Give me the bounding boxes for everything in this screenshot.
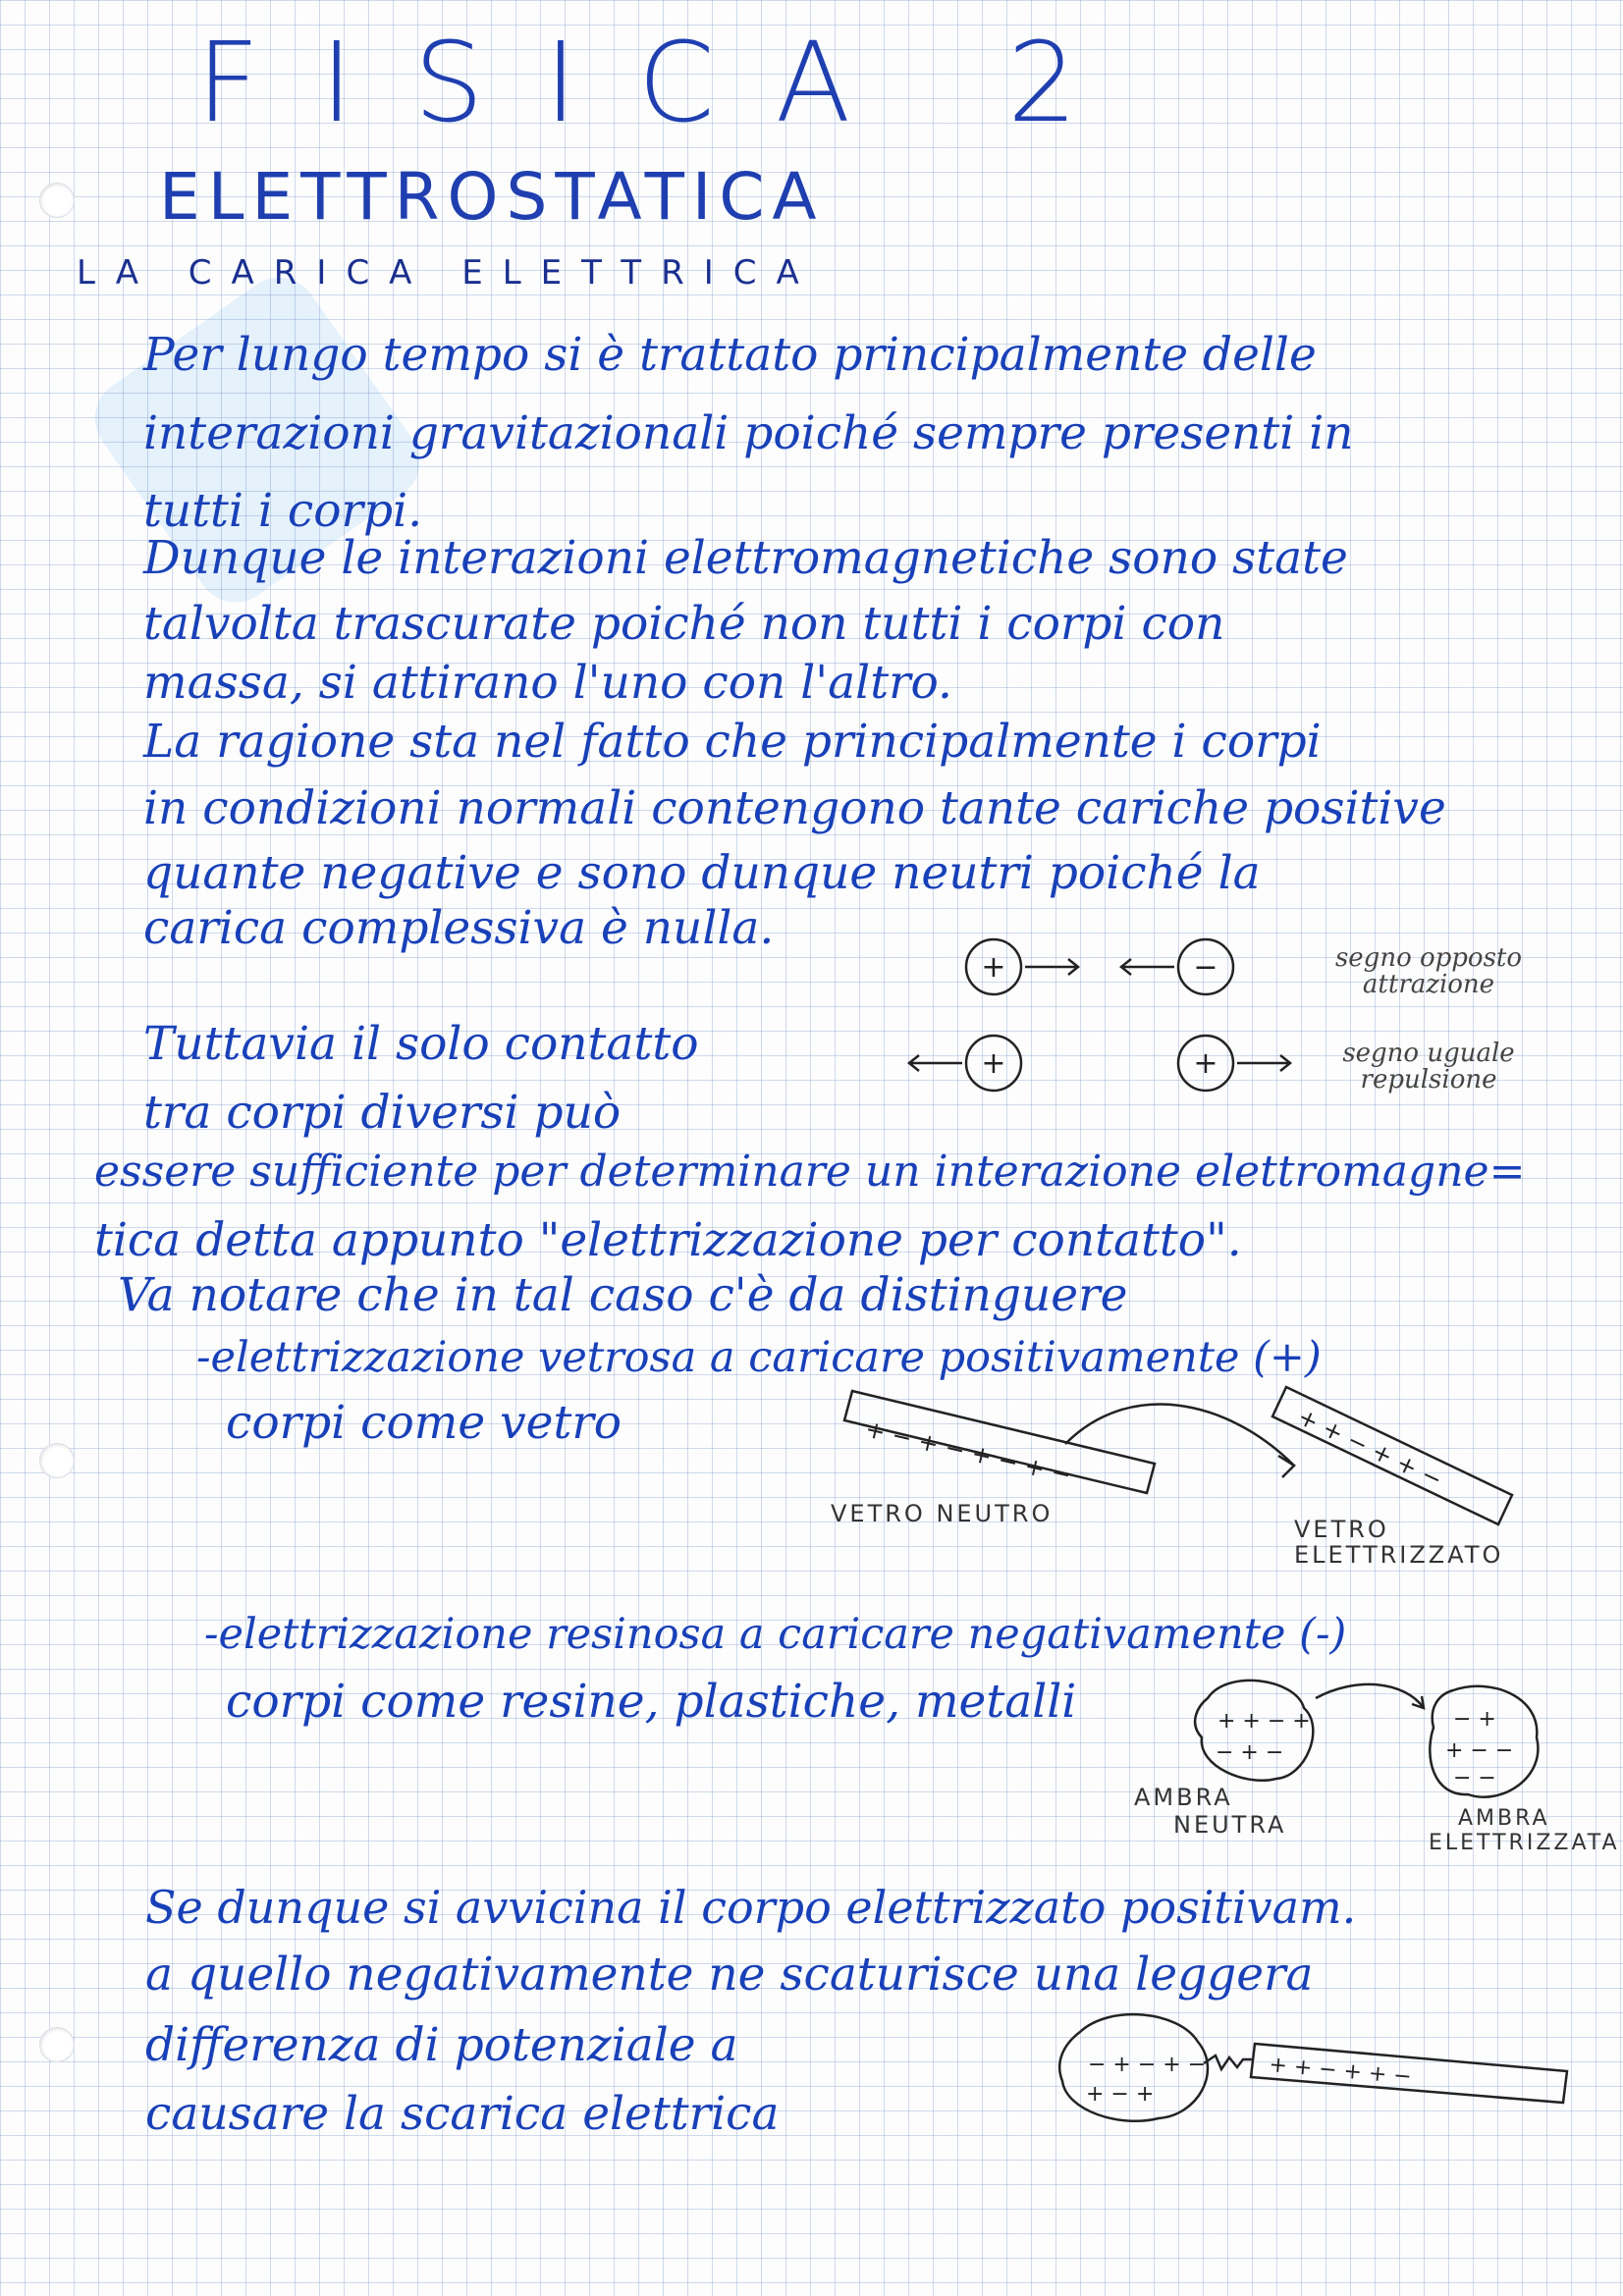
charge-sign: + <box>981 950 1006 985</box>
text-line: corpi come vetro <box>226 1396 622 1450</box>
blob-signs: − + − + − <box>1088 2053 1207 2077</box>
label-ambra-neutra <box>1134 1785 1286 1839</box>
charge-sign: + <box>981 1046 1006 1081</box>
note-line: segno uguale <box>1342 1039 1515 1068</box>
text-line: a quello negativamente ne scaturisce una leggera <box>145 1948 1314 2002</box>
punch-hole <box>39 2027 75 2062</box>
transfer-arrow <box>1065 1405 1294 1477</box>
label-line: ELETTRIZZATA <box>1429 1831 1620 1856</box>
text-line: in condizioni normali contengono tante cariche positive <box>143 781 1446 835</box>
rod-signs: + + − + + − <box>1293 1403 1447 1494</box>
note-line: repulsione <box>1360 1065 1497 1095</box>
punch-hole <box>39 183 75 218</box>
label-line: AMBRA <box>1134 1784 1233 1811</box>
text-line: La ragione sta nel fatto che principalmente i corpi <box>143 715 1322 769</box>
text-line: carica complessiva è nulla. <box>143 901 775 955</box>
note-opposite-sign <box>1306 945 1551 999</box>
text-line: tra corpi diversi può <box>143 1086 622 1140</box>
amber-signs: − − <box>1453 1766 1496 1790</box>
rod-signs: + − + − + − + − <box>862 1415 1074 1490</box>
label-ambra-elettrizzata <box>1429 1806 1620 1856</box>
text-line: tica detta appunto "elettrizzazione per contatto". <box>94 1213 1242 1267</box>
rod-signs: + + − + + − <box>1268 2053 1413 2090</box>
text-line: -elettrizzazione resinosa a caricare negativamente (-) <box>204 1610 1347 1659</box>
label-line: VETRO <box>1294 1516 1389 1543</box>
label-vetro-neutro: VETRO NEUTRO <box>831 1500 1054 1527</box>
text-line: causare la scarica elettrica <box>145 2087 780 2141</box>
text-line: Se dunque si avvicina il corpo elettrizzato positivam. <box>145 1881 1357 1934</box>
amber-signs: + + − + <box>1217 1709 1311 1734</box>
label-line: AMBRA <box>1458 1806 1550 1831</box>
arrow-left <box>1121 959 1174 975</box>
spark-icon <box>1204 2056 1253 2069</box>
discharge-diagram <box>1051 2002 1581 2140</box>
text-line: massa, si attirano l'uno con l'altro. <box>143 656 952 710</box>
arrow-right <box>1237 1055 1290 1071</box>
arrow-right <box>1025 959 1078 975</box>
charge-sign: + <box>1193 1046 1218 1081</box>
text-line: quante negative e sono dunque neutri poiché la <box>143 846 1261 900</box>
note-line: attrazione <box>1362 970 1495 1000</box>
arrow-left <box>909 1055 962 1071</box>
punch-hole <box>39 1443 75 1478</box>
section-heading: LA CARICA ELETTRICA <box>77 253 819 293</box>
amber-signs: − + <box>1453 1707 1496 1732</box>
note-line: segno opposto <box>1334 943 1523 973</box>
text-line: talvolta trascurate poiché non tutti i corpi con <box>143 597 1225 651</box>
text-line: Tuttavia il solo contatto <box>143 1017 699 1071</box>
charge-sign: − <box>1193 950 1218 985</box>
text-line: Va notare che in tal caso c'è da distinguere <box>118 1268 1128 1322</box>
note-equal-sign <box>1306 1041 1551 1095</box>
amber-signs: + − − <box>1445 1738 1514 1763</box>
page-subtitle: ELETTROSTATICA <box>159 159 825 235</box>
label-line: ELETTRIZZATO <box>1294 1541 1504 1570</box>
text-line: differenza di potenziale a <box>145 2018 738 2072</box>
label-vetro-elettrizzato <box>1294 1517 1503 1569</box>
label-line: NEUTRA <box>1173 1810 1287 1839</box>
page-title: FISICA 2 <box>196 20 1139 147</box>
charge-interaction-diagram <box>903 937 1257 1114</box>
blob-signs: + − + <box>1086 2082 1155 2107</box>
text-line: tutti i corpi. <box>143 484 423 538</box>
text-line: essere sufficiente per determinare un interazione elettromagne= <box>94 1147 1526 1197</box>
text-line: -elettrizzazione vetrosa a caricare positivamente (+) <box>196 1333 1322 1382</box>
amber-signs: − + − <box>1216 1740 1284 1765</box>
text-line: corpi come resine, plastiche, metalli <box>226 1675 1077 1729</box>
text-line: Per lungo tempo si è trattato principalmente delle <box>143 328 1317 382</box>
text-line: interazioni gravitazionali poiché sempre presenti in <box>143 406 1354 460</box>
text-line: Dunque le interazioni elettromagnetiche sono state <box>143 531 1348 585</box>
transfer-arrow <box>1316 1684 1424 1708</box>
